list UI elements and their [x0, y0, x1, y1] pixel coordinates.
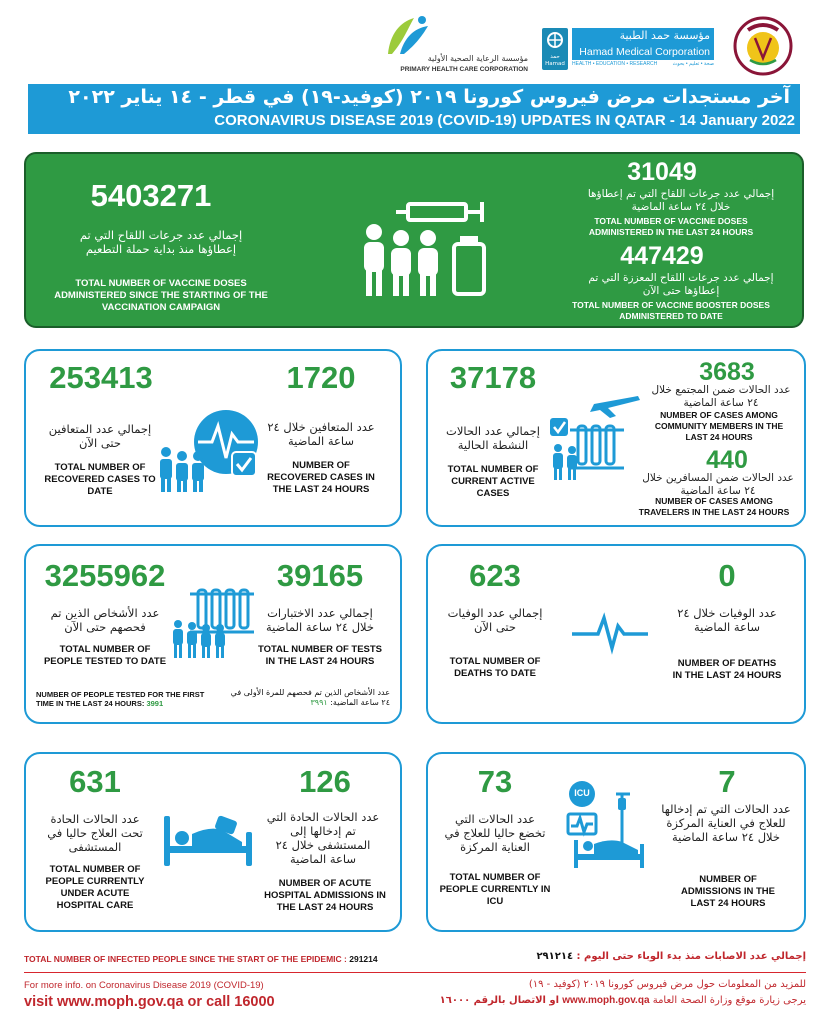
vaccine-total-label-ar: إجمالي عدد جرعات اللقاح التي تم إعطاؤها منذ بداية حملة التطعيم — [79, 228, 243, 256]
hospital-total-label-en: TOTAL NUMBER OF PEOPLE CURRENTLY UNDER ACUTE HOSPITAL CARE — [45, 864, 145, 911]
recovered-total-label-ar: إجمالي عدد المتعافين حتى الآن — [48, 422, 152, 450]
active-airplane-lab-icon — [548, 386, 644, 486]
icu-daily-label-en: NUMBER OF ADMISSIONS IN THE LAST 24 HOURS — [681, 874, 775, 909]
active-travelers-value: 440 — [706, 446, 748, 474]
active-community-label-en: NUMBER OF CASES AMONG COMMUNITY MEMBERS IN THE LAST 24 HOURS — [654, 410, 784, 442]
tests-daily-label-en: TOTAL NUMBER OF TESTS IN THE LAST 24 HOURS — [257, 644, 383, 667]
recovered-total-value: 253413 — [49, 360, 153, 395]
tests-total-label-en: TOTAL NUMBER OF PEOPLE TESTED TO DATE — [43, 644, 167, 667]
moph-emblem-icon — [732, 14, 794, 78]
deaths-daily-value: 0 — [718, 558, 736, 593]
hmc-badge — [542, 28, 568, 70]
icu-total-value: 73 — [477, 764, 513, 799]
icu-icon — [560, 780, 650, 870]
vaccine-daily-label-en: TOTAL NUMBER OF VACCINE DOSES ADMINISTERED IN THE LAST 24 HOURS — [588, 216, 754, 237]
icu-icon-label: ICU — [574, 788, 590, 798]
vaccine-booster-value: 447429 — [620, 242, 704, 270]
hospital-daily-value: 126 — [299, 764, 351, 799]
vaccine-total-value: 5403271 — [90, 178, 212, 213]
hmc-tagline — [572, 61, 714, 67]
hmc-tagline-ar: صحة • تعليم • بحوث — [672, 61, 714, 67]
hospital-daily-label-en: NUMBER OF ACUTE HOSPITAL ADMISSIONS IN THE LAST 24 HOURS — [264, 878, 386, 913]
vaccine-panel — [24, 152, 804, 328]
recovered-people-monitor-icon — [156, 404, 266, 494]
deaths-heartbeat-icon — [570, 606, 650, 656]
vaccine-daily-label-ar: إجمالي عدد جرعات اللقاح التي تم إعطاؤها خلال ٢٤ ساعة الماضية — [587, 188, 775, 213]
deaths-daily-label-en: NUMBER OF DEATHS IN THE LAST 24 HOURS — [672, 658, 782, 681]
hospital-daily-label-ar: عدد الحالات الحادة التي تم إدخالها إلى المستشفى خلال ٢٤ ساعة الماضية — [266, 810, 380, 866]
deaths-total-label-ar: إجمالي عدد الوفيات حتى الآن — [447, 606, 543, 634]
footer-infected-en-value: 291214 — [349, 954, 378, 964]
recovered-daily-value: 1720 — [286, 360, 356, 395]
active-travelers-label-ar: عدد الحالات ضمن المسافرين خلال ٢٤ ساعة الماضية — [642, 472, 794, 497]
hmc-name-ar: مؤسسة حمد الطبية — [572, 28, 714, 44]
active-total-value: 37178 — [449, 360, 537, 395]
tests-first-time-en-label: NUMBER OF PEOPLE TESTED FOR THE FIRST TIME IN THE LAST 24 HOURS: — [36, 690, 205, 708]
hospital-total-value: 631 — [69, 764, 121, 799]
icu-total-label-en: TOTAL NUMBER OF PEOPLE CURRENTLY IN ICU — [439, 872, 551, 907]
tests-first-time-en — [36, 690, 214, 708]
tests-first-time-ar-value: ٣٩٩١ — [310, 698, 328, 707]
icu-daily-label-ar: عدد الحالات التي تم إدخالها للعلاج في العناية المركزة خلال ٢٤ ساعة الماضية — [661, 802, 791, 844]
footer-infected-en-label: TOTAL NUMBER OF INFECTED PEOPLE SINCE THE START OF THE EPIDEMIC : — [24, 954, 347, 964]
icu-total-label-ar: عدد الحالات التي تخضع حاليا للعلاج في العناية المركزة — [444, 812, 546, 854]
active-community-label-ar: عدد الحالات ضمن المجتمع خلال ٢٤ ساعة الماضية — [651, 384, 791, 409]
hmc-badge-text: حمد Hamad — [545, 54, 565, 67]
footer-info-en: For more info. on Coronavirus Disease 2019 (COVID-19) — [24, 980, 264, 991]
tests-first-time-ar-label: عدد الأشخاص الذين تم فحصهم للمرة الأولى في ٢٤ ساعة الماضية: — [230, 688, 390, 707]
hmc-logo — [542, 28, 714, 72]
header-title-en: CORONAVIRUS DISEASE 2019 (COVID-19) UPDATES IN QATAR - 14 January 2022 — [214, 112, 795, 129]
footer-info-ar: للمزيد من المعلومات حول مرض فيروس كورونا ٢٠١٩ (كوفيد - ١٩) — [528, 979, 806, 990]
active-total-label-en: TOTAL NUMBER OF CURRENT ACTIVE CASES — [447, 464, 539, 499]
active-total-label-ar: إجمالي عدد الحالات النشطة الحالية — [446, 424, 540, 452]
footer-visit-ar[interactable] — [420, 995, 806, 1006]
hmc-tagline-en: HEALTH • EDUCATION • RESEARCH — [572, 61, 658, 67]
active-travelers-label-en: NUMBER OF CASES AMONG TRAVELERS IN THE LAST 24 HOURS — [638, 496, 790, 517]
vaccine-daily-value: 31049 — [627, 158, 697, 186]
recovered-daily-label-en: NUMBER OF RECOVERED CASES IN THE LAST 24 HOURS — [267, 460, 375, 495]
vaccine-people-syringe-icon — [356, 192, 496, 302]
footer-visit-en[interactable]: visit www.moph.gov.qa or call 16000 — [24, 994, 275, 1010]
tests-first-time-en-value: 3991 — [146, 699, 164, 708]
vaccine-total-label-en: TOTAL NUMBER OF VACCINE DOSES ADMINISTERED SINCE THE STARTING OF THE VACCINATION CAMPAIGN — [54, 278, 268, 313]
vaccine-booster-label-ar: إجمالي عدد جرعات اللقاح المعززة التي تم إعطاؤها حتى الآن — [588, 272, 774, 297]
phcc-name-en: PRIMARY HEALTH CARE CORPORATION — [400, 66, 528, 73]
header-title-ar: آخر مستجدات مرض فيروس كورونا ٢٠١٩ (كوفيد-١٩) في قطر - ١٤ يناير ٢٠٢٢ — [68, 86, 790, 108]
footer-visit-ar-url[interactable]: www.moph.gov.qa — [562, 995, 650, 1006]
hospital-total-label-ar: عدد الحالات الحادة تحت العلاج حاليا في المستشفى — [47, 812, 143, 854]
footer-divider — [24, 972, 806, 973]
phcc-logo — [378, 14, 528, 76]
footer-infected-ar-value: ٢٩١٢١٤ — [536, 951, 574, 962]
moph-logo — [732, 14, 794, 78]
tests-total-value: 3255962 — [44, 558, 166, 593]
hmc-name-en: Hamad Medical Corporation — [572, 44, 714, 60]
footer-infected-ar — [430, 951, 806, 962]
icu-daily-value: 7 — [718, 764, 736, 799]
tests-daily-label-ar: إجمالي عدد الاختبارات خلال ٢٤ ساعة الماضية — [265, 606, 375, 634]
tests-lab-people-icon — [170, 586, 256, 662]
vaccine-booster-label-en: TOTAL NUMBER OF VACCINE BOOSTER DOSES ADMINISTERED TO DATE — [572, 300, 770, 321]
active-community-value: 3683 — [699, 358, 755, 386]
phcc-leaf-icon — [378, 14, 438, 56]
tests-daily-value: 39165 — [276, 558, 364, 593]
deaths-total-value: 623 — [469, 558, 521, 593]
phcc-name-ar: مؤسسة الرعاية الصحية الأولية — [427, 54, 528, 63]
tests-total-label-ar: عدد الأشخاص الذين تم فحصهم حتى الآن — [50, 606, 160, 634]
deaths-daily-label-ar: عدد الوفيات خلال ٢٤ ساعة الماضية — [677, 606, 777, 634]
footer-visit-ar-post: او الاتصال بالرقم ١٦٠٠٠ — [439, 995, 560, 1006]
recovered-daily-label-ar: عدد المتعافين خلال ٢٤ ساعة الماضية — [267, 420, 375, 448]
footer-infected-ar-label: إجمالي عدد الاصابات منذ بدء الوباء حتى اليوم : — [576, 951, 806, 962]
footer-infected-en — [24, 954, 424, 964]
hmc-emblem-icon — [542, 28, 568, 54]
footer-visit-ar-pre: يرجى زيارة موقع وزارة الصحة العامة — [652, 995, 806, 1006]
recovered-total-label-en: TOTAL NUMBER OF RECOVERED CASES TO DATE — [44, 462, 156, 497]
hospital-bed-icon — [160, 812, 256, 868]
tests-first-time-ar — [222, 688, 390, 708]
deaths-total-label-en: TOTAL NUMBER OF DEATHS TO DATE — [449, 656, 541, 679]
